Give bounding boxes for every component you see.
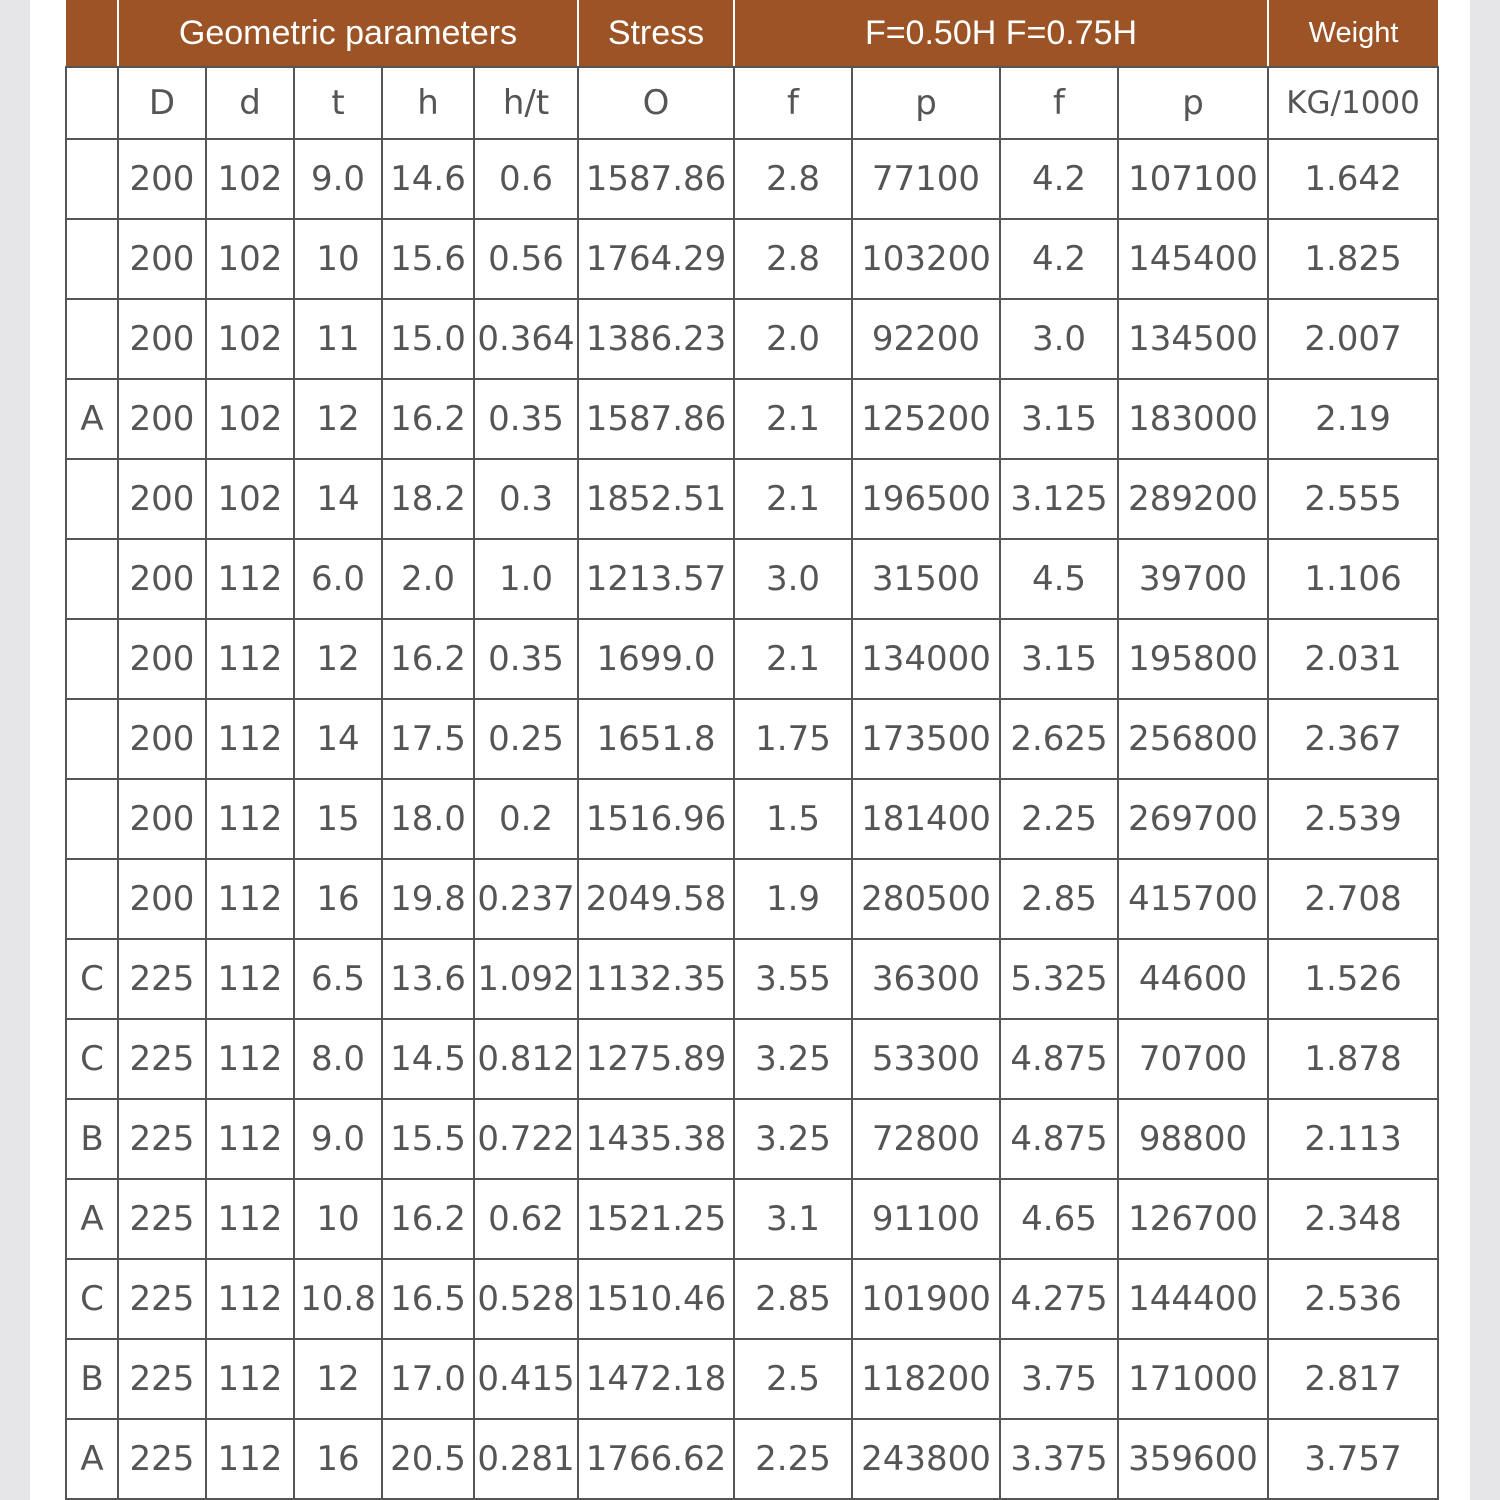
cell-p2: 183000 bbox=[1118, 379, 1268, 459]
cell-stress: 1766.62 bbox=[578, 1419, 734, 1499]
cell-h: 2.0 bbox=[382, 539, 474, 619]
cell-p2: 359600 bbox=[1118, 1419, 1268, 1499]
cell-D: 200 bbox=[118, 619, 206, 699]
cell-p1: 243800 bbox=[852, 1419, 1000, 1499]
cell-stress: 1435.38 bbox=[578, 1099, 734, 1179]
cell-ht: 0.812 bbox=[474, 1019, 578, 1099]
cell-cls: C bbox=[66, 1019, 118, 1099]
cell-p1: 72800 bbox=[852, 1099, 1000, 1179]
cell-stress: 1521.25 bbox=[578, 1179, 734, 1259]
cell-D: 200 bbox=[118, 299, 206, 379]
cell-d: 112 bbox=[206, 539, 294, 619]
cell-p1: 134000 bbox=[852, 619, 1000, 699]
cell-p1: 101900 bbox=[852, 1259, 1000, 1339]
cell-h: 15.6 bbox=[382, 219, 474, 299]
cell-t: 16 bbox=[294, 1419, 382, 1499]
cell-t: 10 bbox=[294, 1179, 382, 1259]
cell-d: 102 bbox=[206, 299, 294, 379]
cell-p2: 44600 bbox=[1118, 939, 1268, 1019]
cell-p2: 289200 bbox=[1118, 459, 1268, 539]
cell-f1: 2.0 bbox=[734, 299, 852, 379]
cell-cls bbox=[66, 219, 118, 299]
cell-ht: 0.62 bbox=[474, 1179, 578, 1259]
header-geometric-parameters: Geometric parameters bbox=[118, 0, 578, 67]
cell-p1: 103200 bbox=[852, 219, 1000, 299]
cell-D: 225 bbox=[118, 939, 206, 1019]
cell-t: 12 bbox=[294, 1339, 382, 1419]
cell-ht: 0.25 bbox=[474, 699, 578, 779]
cell-ht: 0.56 bbox=[474, 219, 578, 299]
cell-f2: 3.375 bbox=[1000, 1419, 1118, 1499]
cell-stress: 2049.58 bbox=[578, 859, 734, 939]
cell-f1: 2.25 bbox=[734, 1419, 852, 1499]
cell-d: 102 bbox=[206, 139, 294, 219]
cell-p1: 173500 bbox=[852, 699, 1000, 779]
cell-cls bbox=[66, 299, 118, 379]
cell-f1: 2.8 bbox=[734, 219, 852, 299]
cell-w: 2.348 bbox=[1268, 1179, 1438, 1259]
cell-stress: 1472.18 bbox=[578, 1339, 734, 1419]
cell-cls: A bbox=[66, 1179, 118, 1259]
cell-p1: 92200 bbox=[852, 299, 1000, 379]
cell-p2: 195800 bbox=[1118, 619, 1268, 699]
cell-stress: 1132.35 bbox=[578, 939, 734, 1019]
column-header-p1: p bbox=[852, 67, 1000, 139]
cell-t: 11 bbox=[294, 299, 382, 379]
cell-f2: 4.5 bbox=[1000, 539, 1118, 619]
column-header-stress: O bbox=[578, 67, 734, 139]
cell-stress: 1386.23 bbox=[578, 299, 734, 379]
table-row bbox=[66, 939, 1438, 1019]
cell-ht: 0.364 bbox=[474, 299, 578, 379]
header-load: F=0.50H F=0.75H bbox=[734, 0, 1268, 67]
cell-d: 102 bbox=[206, 379, 294, 459]
cell-d: 112 bbox=[206, 1019, 294, 1099]
cell-d: 112 bbox=[206, 699, 294, 779]
cell-w: 1.526 bbox=[1268, 939, 1438, 1019]
cell-h: 14.5 bbox=[382, 1019, 474, 1099]
cell-ht: 0.6 bbox=[474, 139, 578, 219]
cell-f2: 4.2 bbox=[1000, 219, 1118, 299]
cell-p1: 77100 bbox=[852, 139, 1000, 219]
cell-h: 18.0 bbox=[382, 779, 474, 859]
cell-f1: 3.1 bbox=[734, 1179, 852, 1259]
cell-p2: 415700 bbox=[1118, 859, 1268, 939]
cell-D: 200 bbox=[118, 699, 206, 779]
column-header-D: D bbox=[118, 67, 206, 139]
cell-t: 9.0 bbox=[294, 1099, 382, 1179]
cell-D: 200 bbox=[118, 539, 206, 619]
cell-cls bbox=[66, 699, 118, 779]
cell-ht: 0.722 bbox=[474, 1099, 578, 1179]
cell-f2: 3.75 bbox=[1000, 1339, 1118, 1419]
cell-f2: 4.65 bbox=[1000, 1179, 1118, 1259]
cell-t: 6.0 bbox=[294, 539, 382, 619]
cell-w: 2.007 bbox=[1268, 299, 1438, 379]
cell-f1: 1.75 bbox=[734, 699, 852, 779]
cell-w: 3.757 bbox=[1268, 1419, 1438, 1499]
cell-stress: 1275.89 bbox=[578, 1019, 734, 1099]
cell-f1: 3.55 bbox=[734, 939, 852, 1019]
cell-p1: 118200 bbox=[852, 1339, 1000, 1419]
cell-h: 18.2 bbox=[382, 459, 474, 539]
cell-cls: B bbox=[66, 1099, 118, 1179]
spring-spec-table bbox=[65, 0, 1439, 1500]
cell-f1: 1.5 bbox=[734, 779, 852, 859]
table-row bbox=[66, 219, 1438, 299]
cell-p1: 31500 bbox=[852, 539, 1000, 619]
cell-f1: 2.5 bbox=[734, 1339, 852, 1419]
cell-f1: 3.0 bbox=[734, 539, 852, 619]
cell-w: 2.19 bbox=[1268, 379, 1438, 459]
cell-p2: 256800 bbox=[1118, 699, 1268, 779]
cell-ht: 0.2 bbox=[474, 779, 578, 859]
table-row bbox=[66, 459, 1438, 539]
cell-p1: 181400 bbox=[852, 779, 1000, 859]
cell-f1: 2.1 bbox=[734, 619, 852, 699]
cell-f1: 3.25 bbox=[734, 1019, 852, 1099]
cell-p1: 53300 bbox=[852, 1019, 1000, 1099]
cell-cls: A bbox=[66, 1419, 118, 1499]
cell-h: 19.8 bbox=[382, 859, 474, 939]
cell-f2: 2.625 bbox=[1000, 699, 1118, 779]
cell-D: 200 bbox=[118, 779, 206, 859]
cell-w: 1.642 bbox=[1268, 139, 1438, 219]
cell-p2: 134500 bbox=[1118, 299, 1268, 379]
column-header-h-over-t: h/t bbox=[474, 67, 578, 139]
cell-p2: 144400 bbox=[1118, 1259, 1268, 1339]
cell-f2: 3.15 bbox=[1000, 619, 1118, 699]
cell-p2: 269700 bbox=[1118, 779, 1268, 859]
cell-t: 6.5 bbox=[294, 939, 382, 1019]
cell-w: 2.031 bbox=[1268, 619, 1438, 699]
cell-stress: 1510.46 bbox=[578, 1259, 734, 1339]
cell-stress: 1587.86 bbox=[578, 139, 734, 219]
cell-ht: 0.35 bbox=[474, 619, 578, 699]
cell-p1: 196500 bbox=[852, 459, 1000, 539]
cell-cls bbox=[66, 459, 118, 539]
cell-f1: 2.1 bbox=[734, 379, 852, 459]
cell-D: 200 bbox=[118, 379, 206, 459]
table-row bbox=[66, 699, 1438, 779]
cell-D: 225 bbox=[118, 1339, 206, 1419]
cell-h: 17.0 bbox=[382, 1339, 474, 1419]
cell-f1: 2.1 bbox=[734, 459, 852, 539]
cell-stress: 1516.96 bbox=[578, 779, 734, 859]
header-stress: Stress bbox=[578, 0, 734, 67]
cell-f1: 2.85 bbox=[734, 1259, 852, 1339]
cell-h: 20.5 bbox=[382, 1419, 474, 1499]
header-weight: Weight bbox=[1268, 0, 1438, 67]
cell-d: 112 bbox=[206, 1099, 294, 1179]
column-header-class bbox=[66, 67, 118, 139]
column-header-d: d bbox=[206, 67, 294, 139]
cell-D: 225 bbox=[118, 1179, 206, 1259]
cell-t: 8.0 bbox=[294, 1019, 382, 1099]
cell-cls: B bbox=[66, 1339, 118, 1419]
cell-t: 15 bbox=[294, 779, 382, 859]
cell-d: 102 bbox=[206, 219, 294, 299]
table-row bbox=[66, 619, 1438, 699]
cell-h: 16.2 bbox=[382, 619, 474, 699]
cell-ht: 0.237 bbox=[474, 859, 578, 939]
cell-p1: 125200 bbox=[852, 379, 1000, 459]
cell-stress: 1587.86 bbox=[578, 379, 734, 459]
cell-f2: 5.325 bbox=[1000, 939, 1118, 1019]
cell-t: 16 bbox=[294, 859, 382, 939]
cell-p2: 171000 bbox=[1118, 1339, 1268, 1419]
column-header-p2: p bbox=[1118, 67, 1268, 139]
cell-f2: 3.125 bbox=[1000, 459, 1118, 539]
cell-D: 200 bbox=[118, 859, 206, 939]
table-header bbox=[66, 0, 1438, 139]
cell-p2: 145400 bbox=[1118, 219, 1268, 299]
cell-cls bbox=[66, 539, 118, 619]
cell-h: 14.6 bbox=[382, 139, 474, 219]
cell-ht: 1.092 bbox=[474, 939, 578, 1019]
cell-t: 14 bbox=[294, 459, 382, 539]
group-header-row bbox=[66, 0, 1438, 67]
cell-t: 9.0 bbox=[294, 139, 382, 219]
cell-w: 1.106 bbox=[1268, 539, 1438, 619]
cell-w: 2.367 bbox=[1268, 699, 1438, 779]
cell-cls bbox=[66, 139, 118, 219]
cell-D: 200 bbox=[118, 459, 206, 539]
cell-w: 1.825 bbox=[1268, 219, 1438, 299]
cell-h: 16.2 bbox=[382, 1179, 474, 1259]
cell-f2: 3.15 bbox=[1000, 379, 1118, 459]
cell-p1: 91100 bbox=[852, 1179, 1000, 1259]
table-row bbox=[66, 1339, 1438, 1419]
cell-f1: 1.9 bbox=[734, 859, 852, 939]
cell-p1: 280500 bbox=[852, 859, 1000, 939]
cell-cls: A bbox=[66, 379, 118, 459]
table-row bbox=[66, 859, 1438, 939]
cell-stress: 1764.29 bbox=[578, 219, 734, 299]
cell-w: 2.539 bbox=[1268, 779, 1438, 859]
cell-f1: 3.25 bbox=[734, 1099, 852, 1179]
column-header-f1: f bbox=[734, 67, 852, 139]
cell-h: 15.5 bbox=[382, 1099, 474, 1179]
cell-t: 10 bbox=[294, 219, 382, 299]
cell-w: 2.555 bbox=[1268, 459, 1438, 539]
cell-stress: 1651.8 bbox=[578, 699, 734, 779]
cell-w: 2.113 bbox=[1268, 1099, 1438, 1179]
cell-f2: 4.875 bbox=[1000, 1099, 1118, 1179]
cell-f1: 2.8 bbox=[734, 139, 852, 219]
cell-stress: 1213.57 bbox=[578, 539, 734, 619]
cell-d: 112 bbox=[206, 859, 294, 939]
cell-p2: 39700 bbox=[1118, 539, 1268, 619]
cell-d: 102 bbox=[206, 459, 294, 539]
cell-f2: 3.0 bbox=[1000, 299, 1118, 379]
cell-ht: 0.415 bbox=[474, 1339, 578, 1419]
cell-ht: 0.281 bbox=[474, 1419, 578, 1499]
table-row bbox=[66, 1099, 1438, 1179]
column-header-row bbox=[66, 67, 1438, 139]
column-header-h: h bbox=[382, 67, 474, 139]
table-row bbox=[66, 379, 1438, 459]
cell-w: 2.536 bbox=[1268, 1259, 1438, 1339]
cell-D: 225 bbox=[118, 1259, 206, 1339]
cell-d: 112 bbox=[206, 1179, 294, 1259]
table-row bbox=[66, 779, 1438, 859]
cell-p1: 36300 bbox=[852, 939, 1000, 1019]
table-row bbox=[66, 1019, 1438, 1099]
cell-d: 112 bbox=[206, 1259, 294, 1339]
cell-D: 225 bbox=[118, 1019, 206, 1099]
cell-D: 200 bbox=[118, 219, 206, 299]
table-row bbox=[66, 299, 1438, 379]
cell-cls bbox=[66, 619, 118, 699]
cell-d: 112 bbox=[206, 939, 294, 1019]
cell-cls: C bbox=[66, 1259, 118, 1339]
cell-t: 14 bbox=[294, 699, 382, 779]
cell-D: 200 bbox=[118, 139, 206, 219]
column-header-f2: f bbox=[1000, 67, 1118, 139]
cell-cls bbox=[66, 779, 118, 859]
cell-f2: 4.275 bbox=[1000, 1259, 1118, 1339]
cell-ht: 0.3 bbox=[474, 459, 578, 539]
cell-stress: 1852.51 bbox=[578, 459, 734, 539]
cell-stress: 1699.0 bbox=[578, 619, 734, 699]
cell-h: 17.5 bbox=[382, 699, 474, 779]
cell-w: 2.708 bbox=[1268, 859, 1438, 939]
cell-ht: 0.528 bbox=[474, 1259, 578, 1339]
header-corner bbox=[66, 0, 118, 67]
column-header-t: t bbox=[294, 67, 382, 139]
cell-h: 16.2 bbox=[382, 379, 474, 459]
column-header-weight: KG/1000 bbox=[1268, 67, 1438, 139]
cell-p2: 107100 bbox=[1118, 139, 1268, 219]
cell-p2: 126700 bbox=[1118, 1179, 1268, 1259]
cell-d: 112 bbox=[206, 1339, 294, 1419]
table-row bbox=[66, 539, 1438, 619]
cell-d: 112 bbox=[206, 779, 294, 859]
cell-ht: 0.35 bbox=[474, 379, 578, 459]
cell-f2: 4.2 bbox=[1000, 139, 1118, 219]
cell-cls: C bbox=[66, 939, 118, 1019]
cell-t: 12 bbox=[294, 379, 382, 459]
cell-f2: 4.875 bbox=[1000, 1019, 1118, 1099]
table-row bbox=[66, 1179, 1438, 1259]
cell-p2: 70700 bbox=[1118, 1019, 1268, 1099]
table-body bbox=[66, 139, 1438, 1499]
page-sheet bbox=[30, 0, 1470, 1500]
cell-t: 12 bbox=[294, 619, 382, 699]
cell-w: 2.817 bbox=[1268, 1339, 1438, 1419]
cell-f2: 2.85 bbox=[1000, 859, 1118, 939]
cell-h: 13.6 bbox=[382, 939, 474, 1019]
table-row bbox=[66, 1259, 1438, 1339]
cell-p2: 98800 bbox=[1118, 1099, 1268, 1179]
cell-d: 112 bbox=[206, 1419, 294, 1499]
cell-d: 112 bbox=[206, 619, 294, 699]
cell-h: 16.5 bbox=[382, 1259, 474, 1339]
cell-w: 1.878 bbox=[1268, 1019, 1438, 1099]
cell-D: 225 bbox=[118, 1419, 206, 1499]
cell-cls bbox=[66, 859, 118, 939]
cell-t: 10.8 bbox=[294, 1259, 382, 1339]
cell-D: 225 bbox=[118, 1099, 206, 1179]
table-row bbox=[66, 139, 1438, 219]
cell-f2: 2.25 bbox=[1000, 779, 1118, 859]
table-row bbox=[66, 1419, 1438, 1499]
cell-h: 15.0 bbox=[382, 299, 474, 379]
cell-ht: 1.0 bbox=[474, 539, 578, 619]
